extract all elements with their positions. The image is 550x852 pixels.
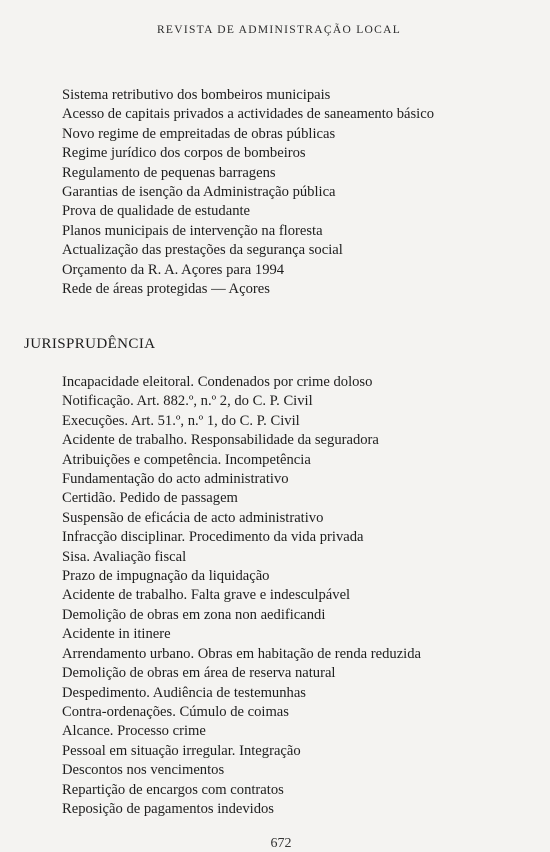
legislation-item: Orçamento da R. A. Açores para 1994	[62, 261, 285, 278]
jurisprudence-item: Acidente de trabalho. Responsabilidade da seguradora	[62, 432, 379, 449]
jurisprudence-item: Sisa. Avaliação fiscal	[62, 548, 187, 565]
jurisprudence-item: Atribuições e competência. Incompetência	[62, 451, 311, 468]
legislation-item: Novo regime de empreitadas de obras públicas	[62, 125, 336, 142]
legislation-item: Actualização das prestações da segurança social	[62, 242, 343, 259]
jurisprudence-item: Descontos nos vencimentos	[62, 762, 225, 779]
jurisprudence-item: Contra-ordenações. Cúmulo de coimas	[62, 703, 289, 720]
jurisprudence-item: Pessoal em situação irregular. Integração	[62, 742, 301, 759]
legislation-item: Garantias de isenção da Administração pública	[62, 184, 336, 201]
jurisprudence-item: Repartição de encargos com contratos	[62, 781, 284, 798]
legislation-item: Prova de qualidade de estudante	[62, 203, 251, 220]
jurisprudence-item: Despedimento. Audiência de testemunhas	[62, 684, 306, 701]
jurisprudence-item: Incapacidade eleitoral. Condenados por crime doloso	[62, 374, 373, 390]
jurisprudence-item: Arrendamento urbano. Obras em habitação de renda reduzida	[62, 645, 422, 662]
jurisprudence-item: Notificação. Art. 882.º, n.º 2, do C. P. Civil	[62, 393, 313, 410]
legislation-item: Regime jurídico dos corpos de bombeiros	[62, 145, 306, 162]
legislation-item: Acesso de capitais privados a actividades de saneamento básico	[62, 106, 435, 123]
jurisprudence-item: Demolição de obras em área de reserva natural	[62, 665, 336, 682]
legislation-item: Sistema retributivo dos bombeiros municipais	[62, 87, 331, 103]
jurisprudence-item: Acidente de trabalho. Falta grave e indesculpável	[62, 587, 351, 604]
jurisprudence-list	[62, 373, 421, 819]
jurisprudence-item: Execuções. Art. 51.º, n.º 1, do C. P. Civil	[62, 412, 300, 429]
running-header: REVISTA DE ADMINISTRAÇÃO LOCAL	[156, 24, 402, 36]
jurisprudence-item: Fundamentação do acto administrativo	[62, 471, 289, 488]
section-heading-jurisprudencia: JURISPRUDÊNCIA	[24, 336, 156, 352]
legislation-item: Planos municipais de intervenção na floresta	[62, 222, 323, 239]
page-number: 672	[270, 836, 292, 851]
jurisprudence-item: Certidão. Pedido de passagem	[62, 490, 238, 507]
jurisprudence-item: Suspensão de eficácia de acto administrativo	[62, 509, 324, 526]
jurisprudence-item: Reposição de pagamentos indevidos	[62, 800, 274, 817]
jurisprudence-item: Alcance. Processo crime	[62, 723, 206, 740]
jurisprudence-item: Infracção disciplinar. Procedimento da vida privada	[62, 529, 364, 546]
jurisprudence-item: Prazo de impugnação da liquidação	[62, 568, 270, 585]
legislation-item: Rede de áreas protegidas — Açores	[62, 281, 270, 298]
legislation-item: Regulamento de pequenas barragens	[62, 164, 276, 181]
legislation-list	[62, 86, 434, 299]
jurisprudence-item: Acidente in itinere	[62, 626, 171, 643]
jurisprudence-item: Demolição de obras em zona non aedificandi	[62, 606, 326, 623]
